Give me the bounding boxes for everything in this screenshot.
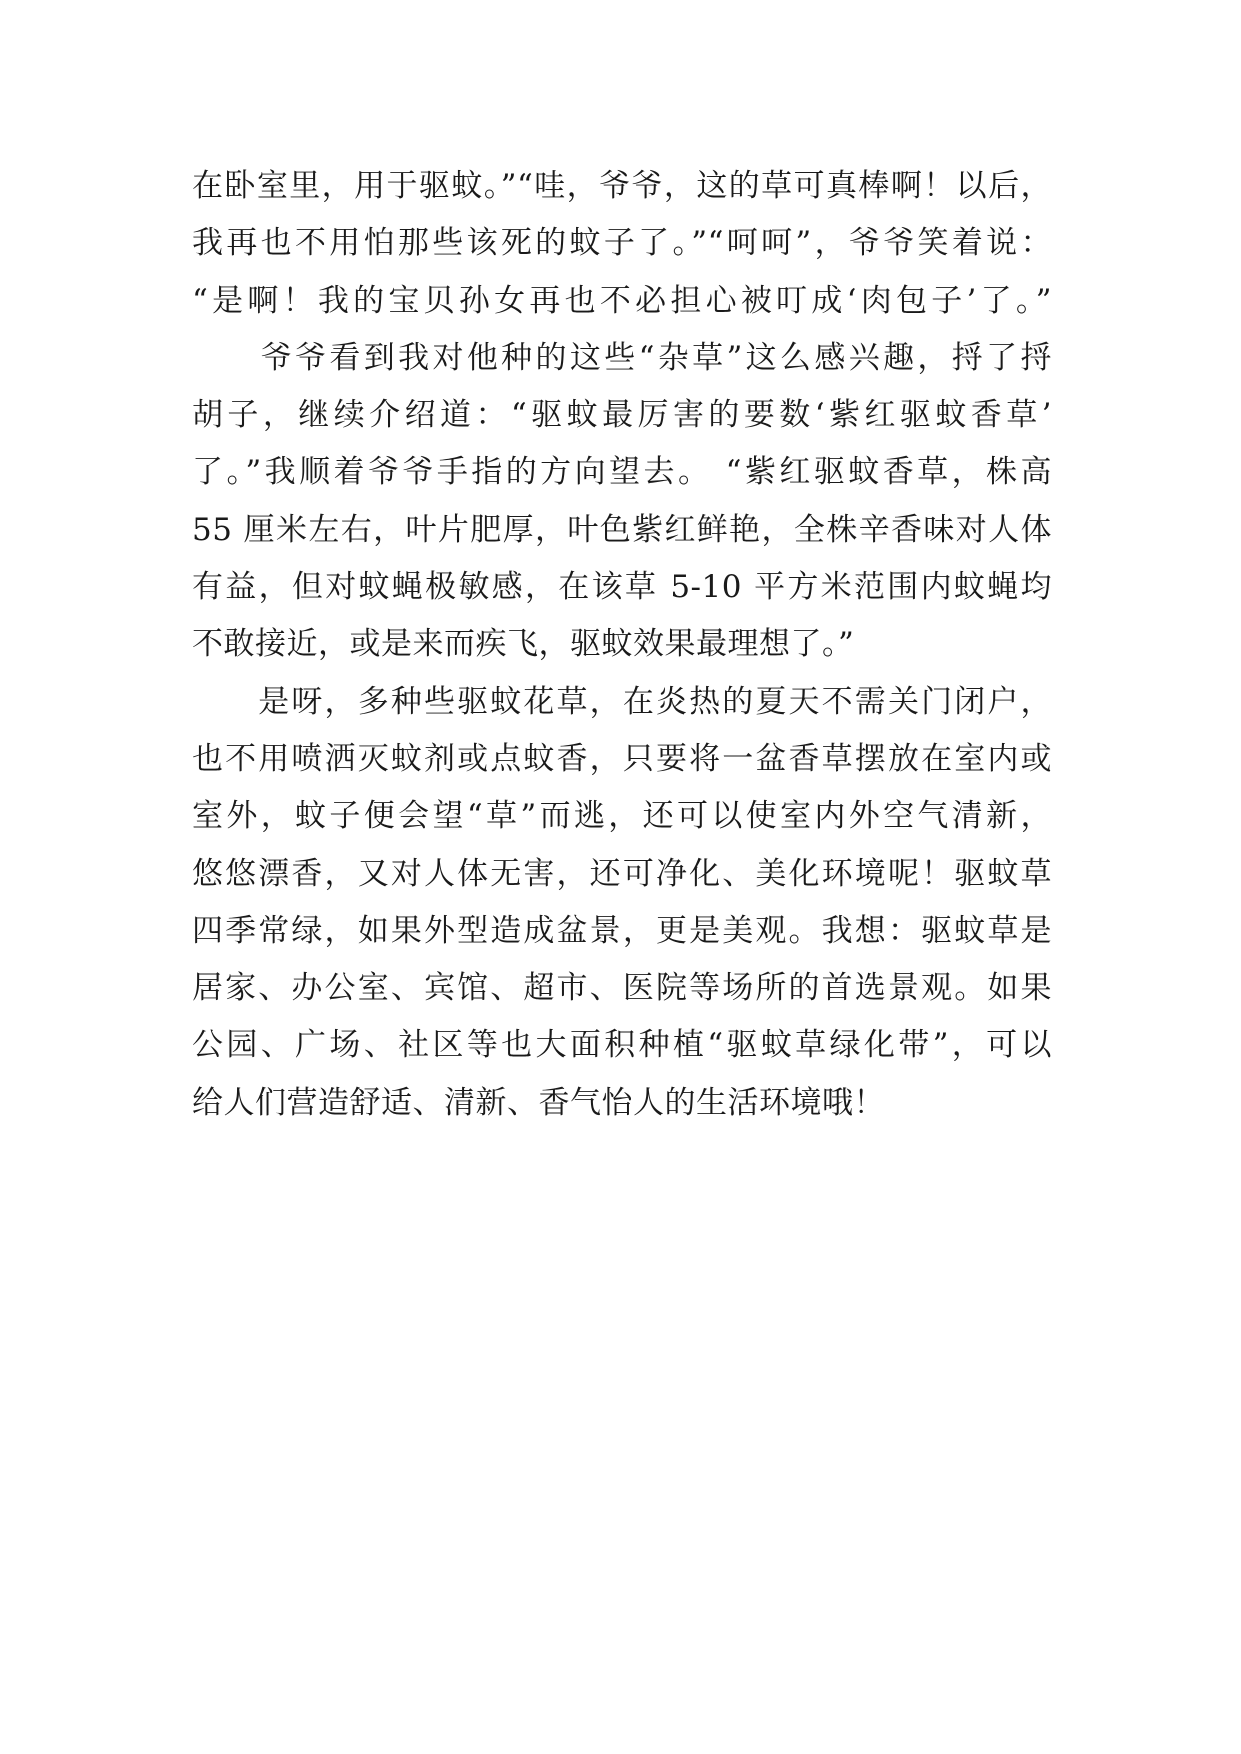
text-line: 有益，但对蚊蝇极敏感，在该草 5-10 平方米范围内蚊蝇均 xyxy=(192,569,1052,606)
text-line: 在卧室里，用于驱蚊。”“哇，爷爷，这的草可真棒啊！以后， xyxy=(192,168,1052,204)
paragraph-end-line: 不敢接近，或是来而疾飞，驱蚊效果最理想了。” xyxy=(192,626,855,663)
text-line: 悠悠漂香，又对人体无害，还可净化、美化环境呢！驱蚊草 xyxy=(192,855,1052,892)
text-line: 也不用喷洒灭蚊剂或点蚊香，只要将一盆香草摆放在室内或 xyxy=(192,740,1052,777)
text-line: 居家、办公室、宾馆、超市、医院等场所的首选景观。如果 xyxy=(192,970,1052,1007)
text-line: 公园、广场、社区等也大面积种植“驱蚊草绿化带”，可以 xyxy=(192,1027,1052,1064)
text-line: 我再也不用怕那些该死的蚊子了。”“呵呵”，爷爷笑着说： xyxy=(192,225,1052,262)
text-line: 四季常绿，如果外型造成盆景，更是美观。我想：驱蚊草是 xyxy=(192,912,1052,949)
paragraph-end-line: 给人们营造舒适、清新、香气怡人的生活环境哦！ xyxy=(192,1084,885,1121)
paragraph-start-line: 爷爷看到我对他种的这些“杂草”这么感兴趣，捋了捋 xyxy=(192,339,1052,376)
paragraph-start-line: 是呀，多种些驱蚊花草，在炎热的夏天不需关门闭户， xyxy=(192,683,1052,720)
text-line: 55 厘米左右，叶片肥厚，叶色紫红鲜艳，全株辛香味对人体 xyxy=(192,511,1052,548)
text-line: 了。”我顺着爷爷手指的方向望去。 “紫红驱蚊香草，株高 xyxy=(192,454,1052,491)
text-line: 室外，蚊子便会望“草”而逃，还可以使室内外空气清新， xyxy=(192,798,1052,835)
text-line: 胡子，继续介绍道：“驱蚊最厉害的要数‘紫红驱蚊香草’ xyxy=(192,397,1052,434)
text-line: “是啊！我的宝贝孙女再也不必担心被叮成‘肉包子’了。” xyxy=(192,282,1052,319)
body-text xyxy=(192,158,1052,1132)
